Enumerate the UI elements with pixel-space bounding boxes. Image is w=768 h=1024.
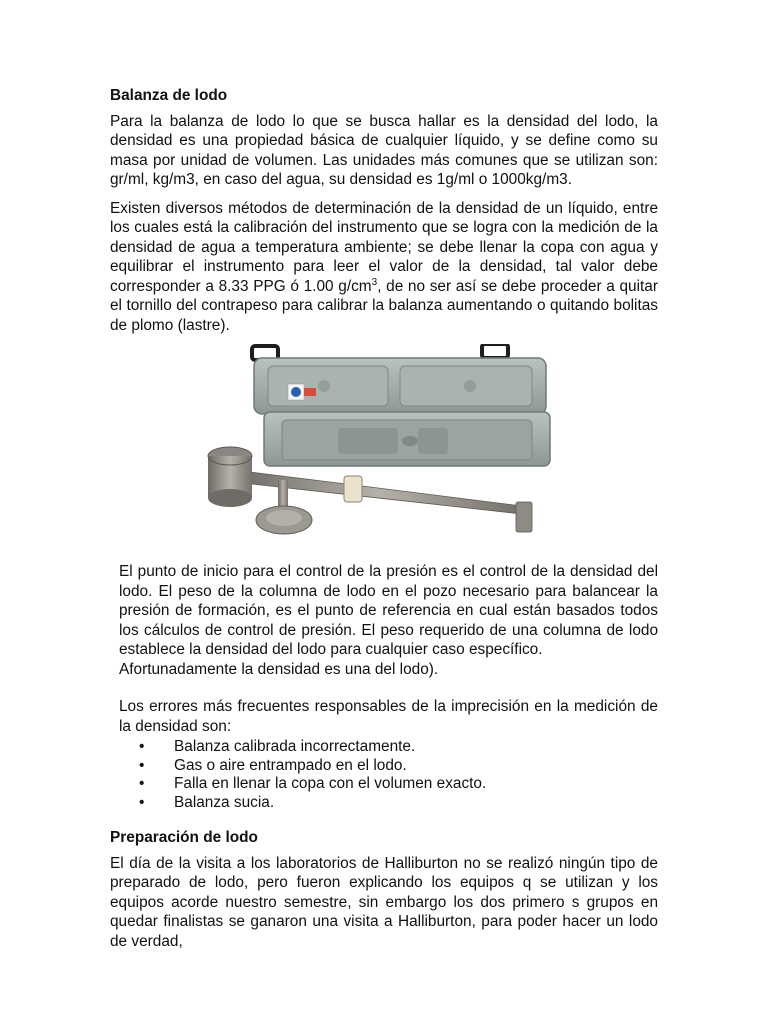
section-heading-balanza: Balanza de lodo [110, 87, 228, 104]
bullet-marker: • [139, 738, 145, 755]
bullet-marker: • [139, 756, 145, 774]
paragraph-errors-intro: Los errores más frecuentes responsables de la imprecisión en la medición de la densidad son: [119, 698, 658, 735]
bullet-marker: • [139, 775, 145, 792]
list-item-text: Balanza sucia. [174, 793, 275, 811]
list-item [119, 738, 658, 757]
paragraph-pressure-control-main: El punto de inicio para el control de la presión es el control de la densidad del lodo. El peso de la columna de lodo en el pozo necesario para balancear la presión de formación, es el punto de referencia en cual están basados todos los cálculos de control de presión. El peso requerido de una columna de lodo establece la densidad del lodo para cualquier caso específico. [119, 563, 658, 658]
paragraph-definition: Para la balanza de lodo lo que se busca hallar es la densidad del lodo, la densidad es una propiedad básica de cualquier líquido, y se define como su masa por unidad de volumen. Las unidades más comunes que se utilizan son: gr/ml, kg/m3, en caso del agua, su densidad es 1g/ml o 1000kg/m3. [110, 112, 658, 188]
bullet-marker: • [139, 793, 145, 811]
list-item-text: Gas o aire entrampado en el lodo. [174, 756, 407, 774]
list-item [119, 794, 658, 813]
paragraph-calibration-part2: , de no ser así se debe proceder a quitar el tornillo del contrapeso para calibrar la balanza aumentando o quitando bolitas de plomo (lastre). [110, 277, 658, 334]
paragraph-calibration [110, 199, 658, 336]
paragraph-pressure-control-last: Afortunadamente la densidad es una del lodo). [119, 660, 439, 678]
mud-balance-photo [110, 344, 658, 552]
document-page [110, 86, 658, 960]
section-heading-preparacion: Preparación de lodo [110, 829, 258, 846]
errors-list [110, 738, 658, 812]
list-item [119, 757, 658, 776]
paragraph-pressure-control [119, 562, 658, 679]
list-item [119, 775, 658, 794]
case-handle-right [482, 344, 508, 358]
list-item-text: Falla en llenar la copa con el volumen exacto. [174, 775, 487, 792]
balance-rider [344, 476, 362, 502]
paragraph-calibration-part1: Existen diversos métodos de determinación de la densidad de un líquido, entre los cuales está la calibración del instrumento que se logra con la medición de la densidad de agua a temperatura ambiente; se debe llenar la copa con agua y equilibrar el instrumento para leer el valor de la densidad, tal valor debe corresponder a 8.33 PPG ó 1.00 g/cm [110, 199, 658, 295]
paragraph-halliburton-visit: El día de la visita a los laboratorios de Halliburton no se realizó ningún tipo de preparado de lodo, pero fueron explicando los equipos q se utilizan y los equipos acorde nuestro semestre, sin embargo los dos primero s grupos en quedar finalistas se ganaron una visita a Halliburton, para poder hacer un lodo de verdad, [110, 854, 658, 950]
mud-balance-illustration [204, 344, 564, 552]
beam-end [516, 502, 532, 532]
superscript-3: 3 [371, 276, 378, 288]
list-item-text: Balanza calibrada incorrectamente. [174, 738, 416, 755]
